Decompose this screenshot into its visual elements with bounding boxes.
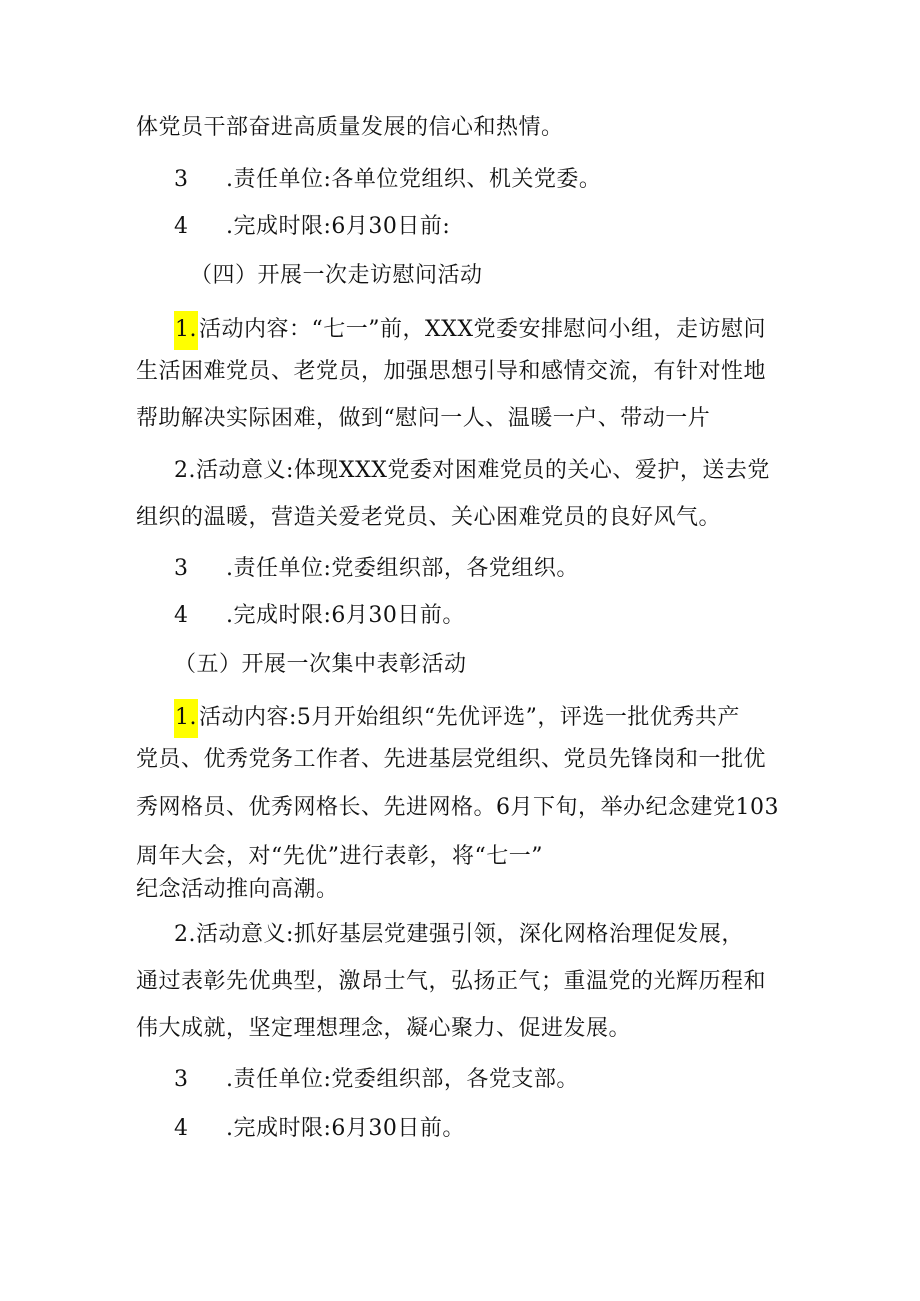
item-number: 3	[174, 1067, 189, 1092]
list-item-deadline	[174, 212, 450, 242]
line-text: .完成时限:6月30日前。	[226, 603, 465, 628]
line-text: .责任单位:各单位党组织、机关党委。	[226, 167, 602, 192]
list-item-responsible-unit	[174, 165, 601, 195]
list-item-deadline	[174, 601, 465, 631]
body-line	[136, 357, 766, 387]
line-text: 体党员干部奋进高质量发展的信心和热情。	[136, 115, 564, 140]
line-text: 帮助解决实际困难，做到“慰问一人、温暖一户、带动一片	[136, 406, 711, 431]
highlighted-number: 1.	[174, 699, 198, 738]
body-line	[136, 842, 543, 872]
section-heading-4	[190, 261, 483, 291]
line-text: 通过表彰先优典型，激昂士气，弘扬正气；重温党的光辉历程和	[136, 969, 767, 994]
body-line	[136, 793, 779, 823]
section-title: （五）开展一次集中表彰活动	[174, 652, 467, 677]
item-number: 4	[174, 214, 189, 239]
highlighted-number: 1.	[174, 311, 198, 350]
list-item-responsible-unit	[174, 554, 579, 584]
list-item-activity-meaning	[174, 456, 770, 486]
item-number: 3	[174, 556, 189, 581]
line-text: 活动内容：“七一”前，XXX党委安排慰问小组，走访慰问	[199, 317, 766, 342]
line-text: 纪念活动推向高潮。	[136, 877, 339, 902]
line-text: 活动内容:5月开始组织“先优评选”，评选一批优秀共产	[199, 705, 740, 730]
line-text: .完成时限:6月30日前:	[226, 214, 451, 239]
line-text: 2.活动意义:抓好基层党建强引领，深化网格治理促发展，	[174, 922, 744, 947]
line-text: 周年大会，对“先优”进行表彰，将“七一”	[136, 844, 543, 869]
line-text: .完成时限:6月30日前。	[226, 1116, 465, 1141]
item-number: 4	[174, 603, 189, 628]
line-text: 伟大成就，坚定理想理念，凝心聚力、促进发展。	[136, 1016, 632, 1041]
section-heading-5	[174, 650, 467, 680]
body-line	[136, 967, 766, 997]
body-line	[136, 745, 766, 775]
body-line	[136, 875, 339, 905]
list-item-responsible-unit	[174, 1065, 579, 1095]
item-number: 3	[174, 167, 189, 192]
line-text: 生活困难党员、老党员，加强思想引导和感情交流，有针对性地	[136, 359, 767, 384]
item-number: 4	[174, 1116, 189, 1141]
list-item-activity-meaning	[174, 920, 744, 950]
body-line	[136, 1014, 631, 1044]
line-text: 秀网格员、优秀网格长、先进网格。6月下旬，举办纪念建党103	[136, 795, 779, 820]
line-text: 组织的温暖，营造关爱老党员、关心困难党员的良好风气。	[136, 505, 722, 530]
line-text: .责任单位:党委组织部，各党组织。	[226, 556, 579, 581]
line-text: .责任单位:党委组织部，各党支部。	[226, 1067, 579, 1092]
body-line	[136, 503, 721, 533]
body-line	[136, 113, 564, 143]
line-text: 党员、优秀党务工作者、先进基层党组织、党员先锋岗和一批优	[136, 747, 767, 772]
list-item-deadline	[174, 1114, 465, 1144]
body-line	[136, 404, 710, 434]
section-title: （四）开展一次走访慰问活动	[190, 263, 483, 288]
list-item-activity-content	[174, 311, 766, 350]
line-text: 2.活动意义:体现XXX党委对困难党员的关心、爱护，送去党	[174, 458, 770, 483]
list-item-activity-content	[174, 699, 740, 738]
